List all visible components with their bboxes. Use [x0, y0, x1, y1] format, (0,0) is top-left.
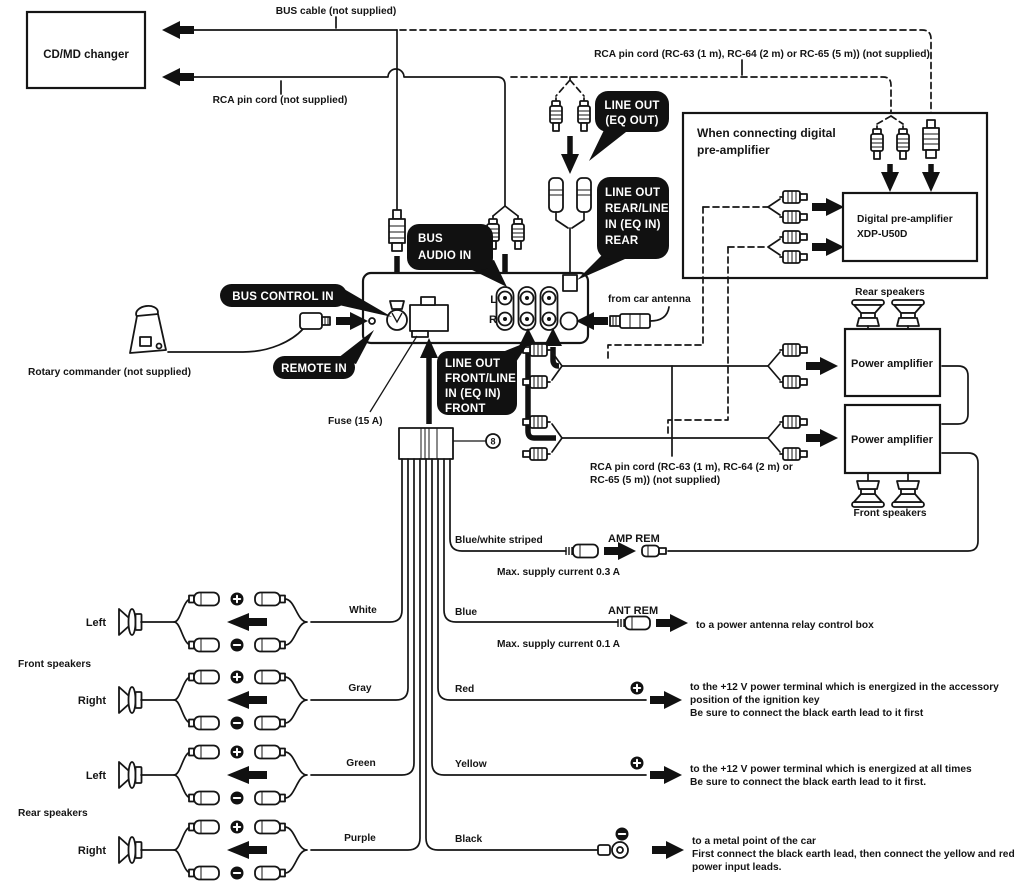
preamp-device-line2: XDP-U50D — [857, 229, 908, 240]
speaker-connector-icon — [174, 821, 307, 880]
amp-rem-note: Max. supply current 0.3 A — [497, 567, 621, 578]
fuse-label: Fuse (15 A) — [328, 416, 383, 427]
fuse-pointer-line — [370, 336, 417, 412]
antenna-plug — [576, 307, 669, 330]
line-out-front-jack — [519, 287, 536, 330]
wire-color-label: White — [349, 605, 377, 616]
rca-plug-icon — [780, 344, 807, 356]
black-dest-line1: to a metal point of the car — [692, 836, 816, 847]
right-channel-label: R — [489, 314, 497, 326]
wire-color-label: Green — [346, 758, 376, 769]
badge-front-line2: FRONT/LINE — [445, 373, 516, 385]
remote-in-jack — [369, 318, 375, 324]
rca-run-rear — [523, 344, 838, 388]
digital-preamp-box — [843, 193, 977, 261]
arrow-right-icon — [656, 614, 688, 632]
arrow-right-icon — [650, 691, 682, 709]
speaker-connector-icon — [174, 671, 307, 730]
speaker-row-rear-right — [119, 821, 307, 880]
speaker-icon — [119, 687, 142, 713]
arrow-right-icon — [652, 841, 684, 859]
antenna-label: from car antenna — [608, 294, 691, 305]
speaker-icon — [852, 300, 884, 326]
rca-mid-label-line1: RCA pin cord (RC-63 (1 m), RC-64 (2 m) or — [590, 462, 793, 473]
front-speakers-group-label: Front speakers — [18, 659, 92, 670]
arrow-left-icon — [162, 21, 194, 39]
yellow-wire-label: Yellow — [455, 759, 487, 770]
black-row — [598, 828, 684, 860]
badge-rear-line1: LINE OUT — [605, 187, 661, 199]
amp-rem-wire-label: Blue/white striped — [455, 535, 543, 546]
line-out-rear-jack — [541, 287, 558, 330]
connector-icon — [618, 617, 650, 630]
power-amplifier-1-label: Power amplifier — [851, 358, 933, 370]
rca-long-label: RCA pin cord (RC-63 (1 m), RC-64 (2 m) or RC-65 (5 m)) (not supplied) — [594, 49, 930, 60]
rear-speakers-label: Rear speakers — [855, 287, 925, 298]
bus-cable-label: BUS cable (not supplied) — [275, 6, 397, 17]
rca-run-front — [523, 416, 838, 460]
front-speakers-label: Front speakers — [853, 508, 927, 519]
rca-mid-label-line2: RC-65 (5 m)) (not supplied) — [590, 475, 721, 486]
red-dest-line1: to the +12 V power terminal which is energized in the accessory — [690, 682, 999, 693]
ant-rem-terminal-label: ANT REM — [608, 605, 659, 617]
badge-remote-in-label: REMOTE IN — [281, 363, 347, 375]
badge-rear-line3: IN (EQ IN) — [605, 219, 661, 231]
connector-number-label: 8 — [490, 436, 496, 447]
speaker-icon — [119, 837, 142, 863]
fuse — [412, 331, 428, 337]
speaker-connector-icon — [174, 746, 307, 805]
speaker-connector-icon — [174, 593, 307, 652]
rca-pin-cord-label: RCA pin cord (not supplied) — [212, 95, 348, 106]
mini-plug-icon — [300, 313, 330, 329]
red-wire-label: Red — [455, 684, 475, 695]
rear-speakers-group-label: Rear speakers — [18, 808, 88, 819]
eq-out-plugs — [549, 77, 591, 275]
rca-plug-icon — [550, 98, 562, 131]
rca-plug-icon — [523, 448, 550, 460]
speaker-side-label: Right — [77, 695, 106, 707]
speaker-icon — [892, 481, 924, 507]
ant-rem-dest: to a power antenna relay control box — [696, 620, 874, 631]
rotary-commander — [130, 305, 368, 353]
rca-plug-icon — [780, 416, 807, 428]
rca-coupler-icon — [549, 178, 563, 212]
eq-connector — [563, 275, 577, 291]
connector-icon — [566, 545, 598, 558]
amp-link-wire — [942, 366, 968, 424]
black-dest-line3: power input leads. — [692, 862, 782, 873]
arrow-right-icon — [806, 429, 838, 447]
speaker-row-front-right — [119, 671, 307, 730]
rca-plug-icon — [578, 98, 590, 131]
speaker-side-label: Left — [85, 770, 106, 782]
wire-color-label: Purple — [344, 833, 376, 844]
yellow-dest-line2: Be sure to connect the black earth lead to it first. — [690, 777, 927, 788]
speaker-icon — [892, 300, 924, 326]
rca-plug-icon — [780, 376, 807, 388]
amp-rem-terminal-label: AMP REM — [608, 533, 660, 545]
antenna-jack — [561, 313, 578, 330]
power-amplifier-2-label: Power amplifier — [851, 434, 933, 446]
badge-front-line4: FRONT — [445, 403, 486, 415]
preamp-device-line1: Digital pre-amplifier — [857, 214, 953, 225]
left-channel-label: L — [490, 294, 497, 306]
speaker-icon — [119, 762, 142, 788]
harness-wires — [311, 459, 646, 850]
arrow-right-icon — [650, 766, 682, 784]
badge-rear-line4: REAR — [605, 235, 639, 247]
speaker-row-rear-left — [119, 746, 307, 805]
yellow-dest-line1: to the +12 V power terminal which is energized at all times — [690, 764, 972, 775]
badge-bus-audio-line2: AUDIO IN — [418, 250, 472, 262]
connector-icon — [642, 546, 666, 557]
red-dest-line2: position of the ignition key — [690, 695, 820, 706]
speaker-row-front-left — [119, 593, 307, 652]
black-dest-line2: First connect the black earth lead, then connect the yellow and red — [692, 849, 1015, 860]
wire-color-label: Gray — [348, 683, 372, 694]
speaker-side-label: Left — [85, 617, 106, 629]
harness-socket — [410, 305, 448, 331]
speaker-icon — [852, 481, 884, 507]
harness-connector — [399, 428, 500, 459]
speaker-icon — [119, 609, 142, 635]
badge-bus-control-label: BUS CONTROL IN — [232, 291, 334, 303]
amplifiers — [845, 300, 968, 507]
cd-md-changer-label: CD/MD changer — [43, 49, 129, 61]
badge-front-line3: IN (EQ IN) — [445, 388, 501, 400]
badge-eq-out-line1: LINE OUT — [604, 100, 660, 112]
preamp-title-line1: When connecting digital — [697, 126, 836, 140]
badge-bus-audio-line1: BUS — [418, 233, 443, 245]
ant-rem-wire-label: Blue — [455, 607, 478, 618]
bus-audio-in-jack — [497, 287, 514, 330]
ant-rem-note: Max. supply current 0.1 A — [497, 639, 621, 650]
speaker-side-label: Right — [77, 845, 106, 857]
red-dest-line3: Be sure to connect the black earth lead to it first — [690, 708, 924, 719]
bus-control-jack — [387, 310, 407, 330]
preamp-title-line2: pre-amplifier — [697, 143, 770, 157]
arrow-right-icon — [806, 357, 838, 375]
badge-front-line1: LINE OUT — [445, 358, 501, 370]
yellow-row — [631, 757, 683, 785]
black-wire-label: Black — [455, 834, 483, 845]
badge-eq-out-line2: (EQ OUT) — [605, 115, 659, 127]
arrow-left-icon — [162, 68, 194, 86]
rca-plug-icon — [780, 448, 807, 460]
red-row — [631, 682, 683, 710]
rca-plug-icon — [512, 216, 524, 249]
badge-rear-line2: REAR/LINE- — [605, 203, 673, 215]
rca-coupler-icon — [577, 178, 591, 212]
rotary-commander-label: Rotary commander (not supplied) — [28, 367, 192, 378]
